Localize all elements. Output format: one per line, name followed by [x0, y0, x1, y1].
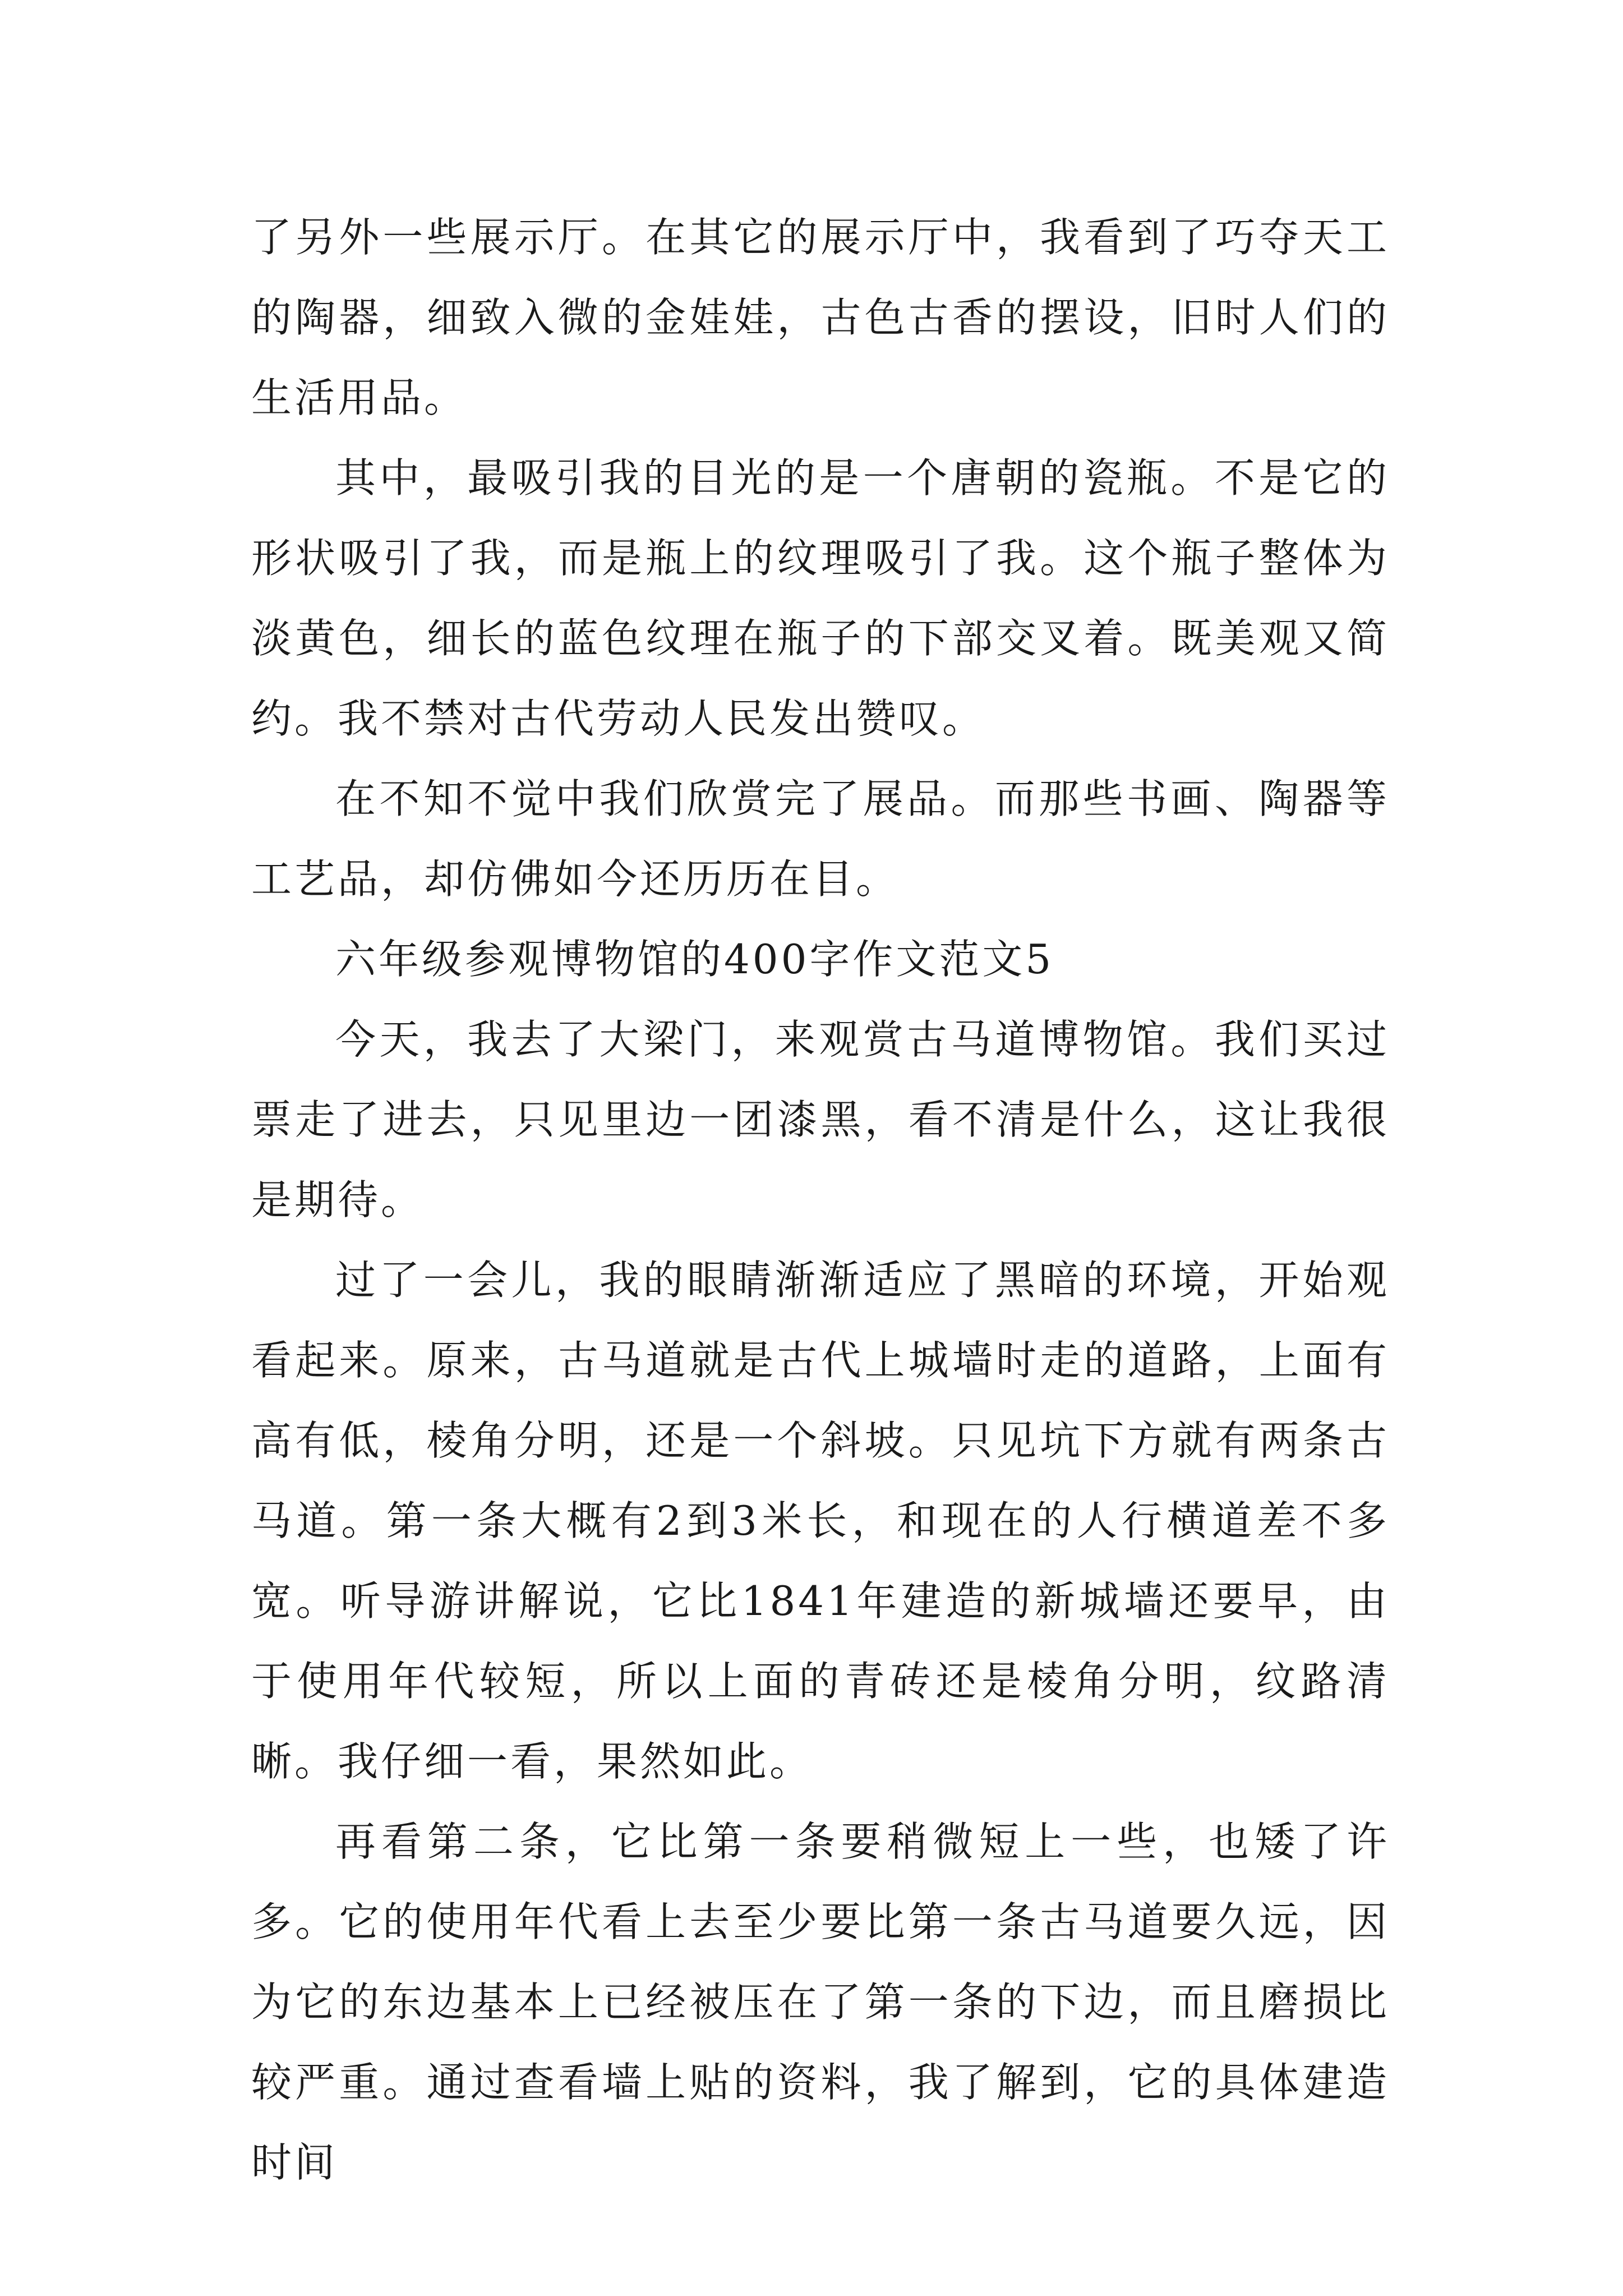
paragraph-1: 了另外一些展示厅。在其它的展示厅中，我看到了巧夺天工的陶器，细致入微的金娃娃，古色古香的摆设，旧时人们的生活用品。: [251, 214, 1390, 421]
section-heading: 六年级参观博物馆的400字作文范文5: [335, 936, 1054, 983]
paragraph-5: 过了一会儿，我的眼睛渐渐适应了黑暗的环境，开始观看起来。原来，古马道就是古代上城墙时走的道路，上面有高有低，棱角分明，还是一个斜坡。只见坑下方就有两条古马道。第一条大概有2到3米长，和现在的人行横道差不多宽。听导游讲解说，它比1841年建造的新城墙还要早，由于使用年代较短，所以上面的青砖还是棱角分明，纹路清晰。我仔细一看，果然如此。: [251, 1257, 1390, 1785]
paragraph-4: 今天，我去了大梁门，来观赏古马道博物馆。我们买过票走了进去，只见里边一团漆黑，看不清是什么，这让我很是期待。: [251, 1016, 1390, 1223]
paragraph-6: 再看第二条，它比第一条要稍微短上一些，也矮了许多。它的使用年代看上去至少要比第一条古马道要久远，因为它的东边基本上已经被压在了第一条的下边，而且磨损比较严重。通过查看墙上贴的资料，我了解到，它的具体建造时间: [251, 1818, 1390, 2186]
paragraph-3: 在不知不觉中我们欣赏完了展品。而那些书画、陶器等工艺品，却仿佛如今还历历在目。: [251, 775, 1390, 903]
document-body: [251, 197, 1390, 2203]
paragraph-2: 其中，最吸引我的目光的是一个唐朝的瓷瓶。不是它的形状吸引了我，而是瓶上的纹理吸引了我。这个瓶子整体为淡黄色，细长的蓝色纹理在瓶子的下部交叉着。既美观又简约。我不禁对古代劳动人民发出赞叹。: [251, 454, 1390, 742]
